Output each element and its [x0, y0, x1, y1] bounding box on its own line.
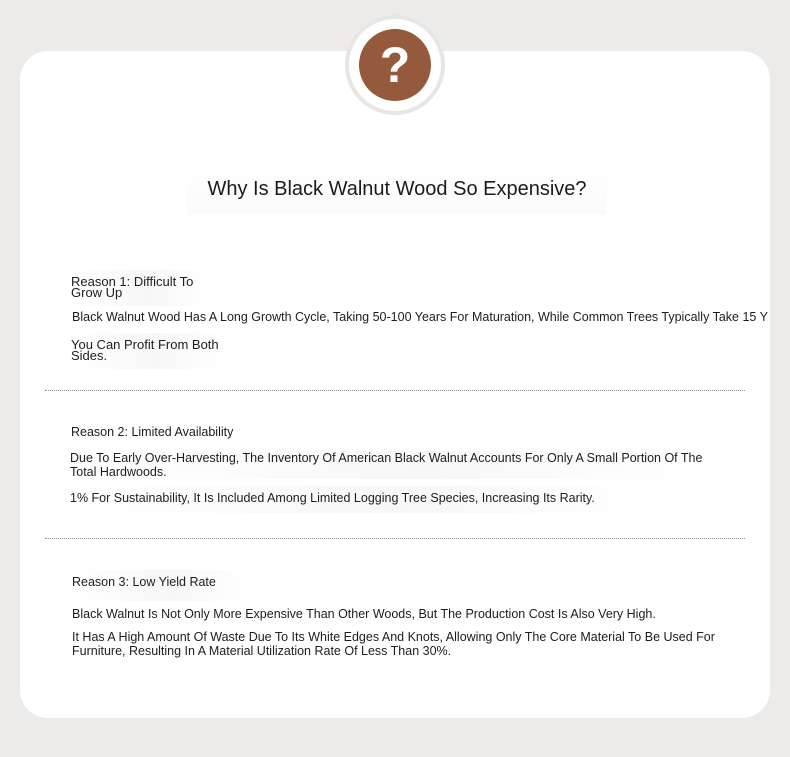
page-title: Why Is Black Walnut Wood So Expensive? [187, 167, 607, 215]
reason-3-line-1: Black Walnut Is Not Only More Expensive Than Other Woods, But The Production Cost Is Also Very High. [72, 607, 656, 621]
reason-1-line-1: Black Walnut Wood Has A Long Growth Cycle, Taking 50-100 Years For Maturation, While Common Trees Typically Take 15 Y [72, 310, 768, 324]
reason-1-line-2: You Can Profit From Both Sides. [71, 333, 226, 369]
reason-1-title: Reason 1: Difficult To Grow Up [71, 270, 211, 306]
question-mark-icon: ? [359, 29, 431, 101]
reason-2-line-1: Due To Early Over-Harvesting, The Inventory Of American Black Walnut Accounts For Only A Small Portion Of The Total Hardwoods. [70, 451, 716, 479]
reason-3-title: Reason 3: Low Yield Rate [72, 570, 250, 601]
reason-3-line-2: It Has A High Amount Of Waste Due To Its White Edges And Knots, Allowing Only The Core Material To Be Used For Furniture, Resulting In A Material Utilization Rate Of Less Than 30%. [72, 630, 715, 658]
reason-2-line-2: 1% For Sustainability, It Is Included Among Limited Logging Tree Species, Increasing Its Rarity. [70, 486, 658, 513]
question-badge [349, 19, 441, 111]
section-divider [45, 538, 745, 539]
section-divider [45, 390, 745, 391]
reason-2-title: Reason 2: Limited Availability [71, 425, 234, 439]
